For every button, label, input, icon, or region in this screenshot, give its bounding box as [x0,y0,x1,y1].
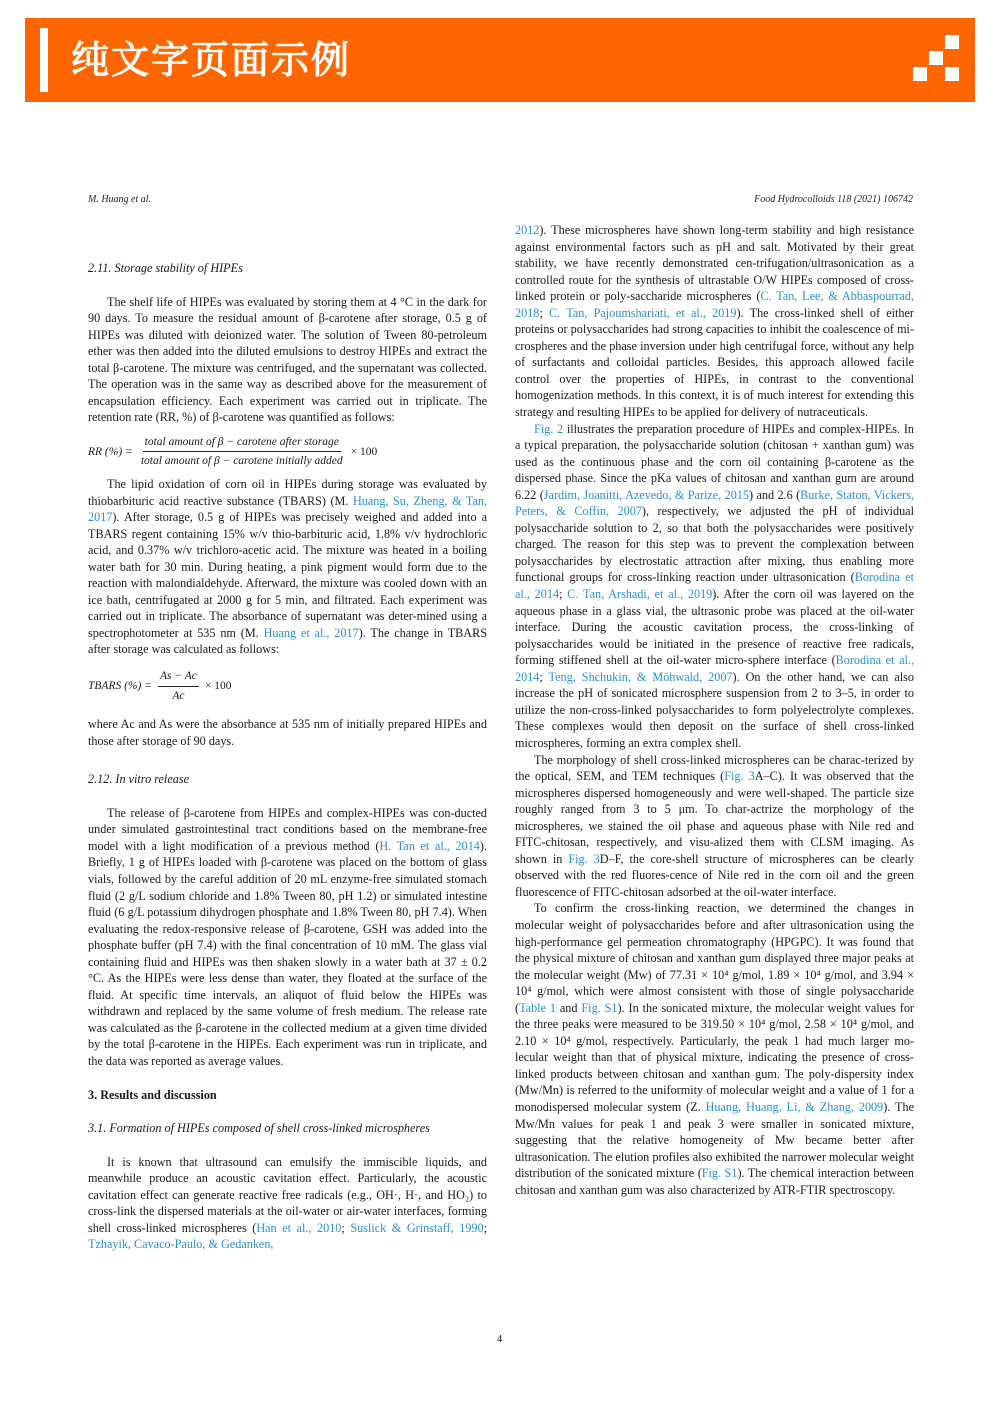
paragraph-molecular-weight [515,900,914,1198]
citation-link[interactable]: H. Tan et al., 2014 [379,838,480,853]
equation-tbars-denominator: Ac [172,689,185,702]
text-run: ) and 2.6 ( [749,487,801,502]
text-run: ). The chemical interaction between chitosan and xanthan gum was also characterized by ATR-FTIR spectroscopy. [515,1166,914,1197]
paragraph-microsphere-stability [515,222,914,421]
text-run: A–C). It was observed that the microspheres dispersed homogeneously and were well-shaped. The particle size roughly ranged from 3 to 5 μm. To char-actrize the morphology of the microspheres, we stained the oil phase and aqueous phase with Nile red and FITC-chitosan, respectively, and visu-alized them with CLSM imaging. As shown in [515,769,914,866]
citation-link[interactable]: Borodina et al., 2014 [515,653,914,684]
text-run: ; [539,305,549,320]
citation-link[interactable]: Burke, Staton, Vickers, Peters, & Coffin, 2007 [515,487,914,519]
running-head-journal: Food Hydrocolloids 118 (2021) 106742 [754,194,913,205]
text-run: ). After storage, 0.5 g of HIPEs was precisely weighed and added into a TBARS regent containing 15% w/v thio-barbituric acid, 1.8% v/v hydrochloric acid, and 0.37% w/v trichloro-acetic acid. The mixture was heated in a boiling water bath for 30 min. During heating, a pink pigment would form due to the reaction with malondialdehyde. Afterward, the mixture was cooled down with an ice bath, centrifugated at 2000 g for 5 min, and filtrated. Each experiment was carried out in triplicate. The absorbance of supernatant was deter-mined using a spectrophotometer at 535 nm (M. [88,510,487,640]
text-run: ). Briefly, 1 g of HIPEs loaded with β-carotene was placed on the bottom of glass vials, followed by the careful addition of 20 mL enzyme-free simulated stomach fluid (2 g/L sodium chloride and 1.8% Tween 80, pH 1.2) or simulated intestine fluid (6 g/L potassium dihydrogen phosphate and 1.8% Tween 80, pH 7.4). When evaluating the redox-responsive release of β-carotene, GSH was added into the phosphate buffer (pH 7.4) with the final concentration of 10 mM. The glass vial containing fluid and HIPEs was then shaken slowly in a water bath at 37 ± 0.2 °C. As the HIPEs were less dense than water, they floated at the surface of the fluid. At specific time intervals, an aliquot of fluid below the HIPEs was withdrawn and replaced by the same volume of fresh medium. The release rate was calculated as the β-carotene in the collected medium at a given time divided by the total β-carotene in the HIPEs. Each experiment was run in triplicate, and the data was reported as average values. [88,838,487,1068]
paragraph-in-vitro-release [88,805,487,1070]
table-link[interactable]: Table 1 [519,1000,556,1015]
left-column [88,222,487,1253]
citation-link[interactable]: Tzhayik, Cavaco-Paulo, & Gedanken, [88,1237,274,1252]
equation-rr-rhs: × 100 [350,445,378,458]
text-run: The lipid oxidation of corn oil in HIPEs during storage was evaluated by thiobarbituric acid reactive substance (TBARS) (M. [88,477,487,508]
text-run: illustrates the preparation procedure of HIPEs and complex-HIPEs. In a typical preparation, the polysaccharide solution (chitosan + xanthan gum) was used as the continuous phase and the corn oil containing β-carotene as the dispersed phase. Since the pKa values of chitosan and xanthan gum are around 6.22 ( [515,421,914,502]
citation-link[interactable]: C. Tan, Arshadi, et al., 2019 [567,587,713,602]
citation-link[interactable]: C. Tan, Lee, & Abbaspourrad, 2018 [515,289,914,320]
text-run: ; [341,1220,351,1235]
paragraph-preparation-procedure [515,421,914,752]
text-run: To confirm the cross-linking reaction, we determined the changes in molecular weight of polysaccharides before and after ultrasonication using the high-performance gel permeation chromatography (HPGPC). It was found that the physical mixture of chitosan and xanthan gum displayed three major peaks at the molecular weight (Mw) of 77.31 × 10⁴ g/mol, 1.89 × 10⁴ g/mol, and 3.94 × 10⁴ g/mol, which were almost consistent with those of single polysaccharide ( [515,901,914,1015]
citation-link[interactable]: Teng, Shchukin, & Möhwald, 2007 [548,669,733,684]
figure-link[interactable]: Fig. S1 [701,1166,738,1181]
text-run: ; [539,669,549,684]
text-run: ). In the sonicated mixture, the molecular weight values for the three peaks were measured to be 319.50 × 10⁴ g/mol, 2.58 × 10⁴ g/mol, and 2.10 × 10⁴ g/mol, respectively. Particularly, the peak 1 had much larger mo-lecular weight than that of physical mixture, indicating the presence of cross-linked products between chitosan and xanthan gum. The poly-dispersity index (Mw/Mn) is referred to the uniformity of molecular weight and a value of 1 for a monodispersed molecular system (Z. [515,1000,914,1114]
text-run: It is known that ultrasound can emulsify the immiscible liquids, and meanwhile produce an acoustic cavitation effect. Particularly, the acoustic cavitation effect can generate reactive free radicals (e.g., OH·, H·, and HO₂) to cross-link the dispersed materials at the oil-water or air-water interfaces, forming shell cross-linked microspheres ( [88,1154,487,1235]
text-run: ). After the corn oil was layered on the aqueous phase in a glass vial, the ultrasonic probe was placed at the oil-water interface. During the acoustic cavitation process, the cross-linking of polysaccharides would be initiated in the presence of reactive free radicals, forming stiffened shell at the oil-water micro-sphere interface ( [515,587,915,668]
paragraph-ultrasound-intro [88,1154,487,1253]
figure-link[interactable]: Fig. 2 [534,421,564,436]
figure-link[interactable]: Fig. 3 [724,769,755,784]
citation-link[interactable]: Han et al., 2010 [256,1220,342,1235]
text-run: ; [559,587,568,602]
four-squares-stair-icon [913,35,963,85]
citation-link[interactable]: Borodina et al., 2014 [515,570,915,602]
paragraph-lipid-oxidation [88,476,487,658]
banner-title: 纯文字页面示例 [71,38,352,82]
equation-rr-fraction [139,434,345,470]
page-banner [25,18,975,102]
text-run: D–F, the core-shell structure of microspheres can be clearly observed with the red fluores-cence of Nile red in the corn oil and the green fluorescence of FITC-chitosan adsorbed at the oil-water interface. [515,851,914,899]
paragraph-absorbance-definition: where Ac and As were the absorbance at 535 nm of initially prepared HIPEs and those after storage of 90 days. [88,717,487,748]
equation-tbars-numerator: As − Ac [158,668,199,687]
equation-rr [88,434,487,470]
equation-tbars-lhs: TBARS (%) = [88,679,152,692]
equation-rr-lhs: RR (%) = [88,445,133,458]
section-heading-3-1: 3.1. Formation of HIPEs composed of shell cross-linked microspheres [88,1121,430,1136]
paragraph-storage-shelf-life: The shelf life of HIPEs was evaluated by storing them at 4 °C in the dark for 90 days. To measure the residual amount of β-carotene after storage, 0.5 g of HIPEs was diluted with deionized water. The solution of Tween 80-petroleum ether was then added into the diluted emulsions to destroy HIPEs and extract the total β-carotene. The mixture was centrifuged, and the supernatant was collected. The operation was in the same way as described above for the measurement of encapsulation efficiency. Each experiment was carried out in triplicate. The retention rate (RR, %) of β-carotene was quantified as follows: [88,294,487,425]
text-run: The release of β-carotene from HIPEs and complex-HIPEs was con-ducted under simulated gastrointestinal tract conditions based on the membrane-free model with a light modification of a previous method ( [88,805,487,853]
paragraph-morphology [515,752,914,901]
citation-link[interactable]: C. Tan, Pajoumshariati, et al., 2019 [549,305,737,320]
citation-link[interactable]: 2012 [515,223,540,237]
equation-tbars-rhs: × 100 [204,679,232,692]
page-number: 4 [497,1334,503,1345]
text-run: ). The cross-linked shell of either proteins or polysaccharides had strong capacities to inhibit the coalescence of mi-crospheres and the phase inversion under high centrifugal force, without any help of surfactants and colloidal particles. Besides, this approach allowed facile control over the properties of HIPEs, in contrast to the conventional homogenization methods. In this context, it is of much interest for extending this strategy and resulting HIPEs to be applied for delivery of nutraceuticals. [515,305,914,420]
citation-link[interactable]: Huang, Su, Zheng, & Tan, 2017 [88,493,487,525]
text-run: The morphology of shell cross-linked microspheres can be charac-terized by the optical, SEM, and TEM techniques ( [515,752,914,784]
citation-link[interactable]: Suslick & Grinstaff, 1990 [350,1220,484,1235]
text-run: ). The Mw/Mn values for peak 1 and peak 3 were smaller in sonicated mixture, suggesting that the relative homogeneity of Mw became better after ultrasonication. The elution profiles also exhibited the narrower molecular weight distribution of the sonicated mixture ( [515,1099,914,1181]
text-run: ). These microspheres have shown long-term stability and high resistance against environmental factors such as pH and salt. Motivated by their great stability, we have recently demonstrated cen-trifugation/ultrasonication as a controlled route for the synthesis of ultrastable O/W HIPEs composed of cross-linked protein or poly-saccharide microspheres ( [515,223,914,304]
figure-link[interactable]: Fig. S1 [581,1000,618,1015]
equation-tbars-fraction [158,668,199,704]
running-head-author: M. Huang et al. [88,194,152,205]
equation-rr-numerator: total amount of β − carotene after storage [143,434,341,453]
right-column [515,222,914,1198]
text-run: ), respectively, we adjusted the pH of individual polysaccharide solution to 2, so that both the polysaccharides were positively charged. The reason for this step was to prevent the complexation between polysaccharides by electrostatic attraction after mixing, thus enabling more functional groups for cross-linking reaction under ultrasonication ( [515,504,914,585]
text-run: ). The change in TBARS after storage was calculated as follows: [88,625,487,657]
equation-tbars [88,668,487,704]
text-run: ; [483,1220,487,1235]
citation-link[interactable]: Huang et al., 2017 [263,625,359,640]
citation-link[interactable]: Huang, Huang, Li, & Zhang, 2009 [705,1099,884,1114]
figure-link[interactable]: Fig. 3 [568,851,600,866]
text-run: ). On the other hand, we can also increase the pH of sonicated microsphere suspension from 2 to 3–5, in order to utilize the non-cross-linked polysaccharides to form polyelectrolyte complexes. These complexes would then deposit on the surface of shell cross-linked microspheres, forming an extra complex shell. [515,669,914,750]
banner-accent-bar [40,28,48,92]
section-heading-3: 3. Results and discussion [88,1087,217,1102]
citation-link[interactable]: Jardim, Joanitti, Azevedo, & Parize, 2015 [543,487,749,502]
section-heading-2-11: 2.11. Storage stability of HIPEs [88,261,243,275]
section-heading-2-12: 2.12. In vitro release [88,772,189,787]
text-run: and [555,1000,582,1015]
equation-rr-denominator: total amount of β − carotene initially added [140,455,343,468]
